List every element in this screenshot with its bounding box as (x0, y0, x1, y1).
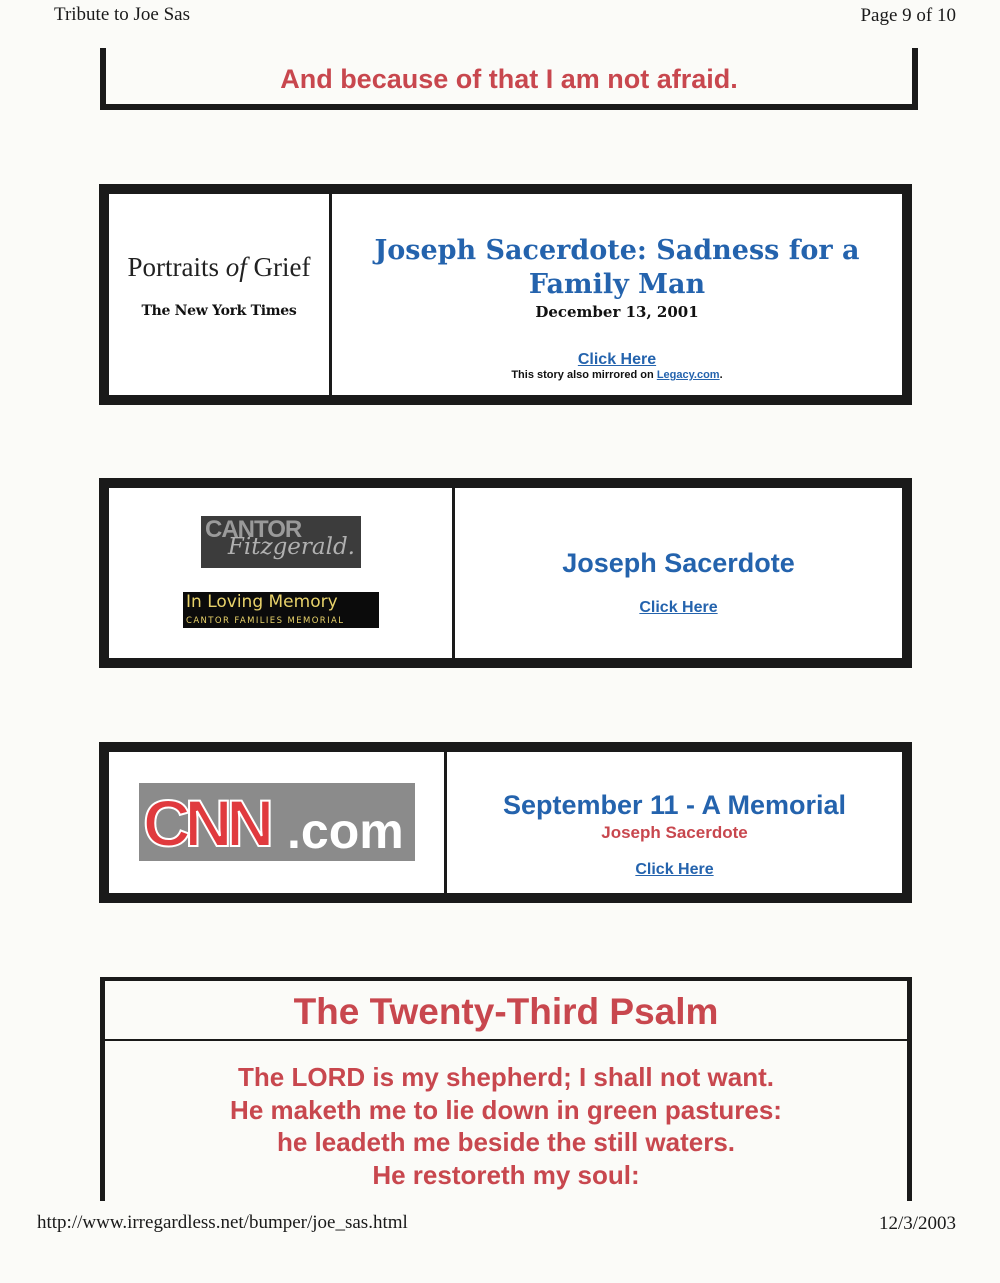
cantor-article-info (455, 548, 902, 617)
article-date: December 13, 2001 (535, 303, 699, 321)
logo-title-part: Grief (246, 252, 311, 282)
logo-title-part: Portraits (127, 252, 226, 282)
psalm-title: The Twenty-Third Psalm (293, 991, 719, 1032)
psalm-line: He restoreth my soul: (372, 1159, 640, 1190)
psalm-line: he leadeth me beside the still waters. (276, 1127, 736, 1157)
cantor-fitzgerald-logo (201, 516, 361, 568)
article-subtitle: Joseph Sacerdote (601, 823, 748, 842)
psalm-line: He maketh me to lie down in green pastures: (230, 1094, 782, 1125)
cnn-memorial-card (99, 742, 912, 903)
click-here-link[interactable]: Click Here (577, 351, 657, 368)
mirror-note (332, 369, 902, 381)
cnn-logo-com: .com (287, 803, 404, 859)
fitzgerald-logo-text: Fitzgerald. (227, 534, 355, 560)
psalm-verses (105, 1061, 907, 1191)
psalm-box (100, 977, 912, 1201)
quote-box (100, 48, 918, 110)
article-headline: Joseph Sacerdote (562, 548, 795, 578)
page-footer-url: http://www.irregardless.net/bumper/joe_sas.html (37, 1212, 408, 1233)
logo-title-of: of (225, 252, 247, 282)
psalm-divider (105, 1039, 907, 1041)
page-footer-date: 12/3/2003 (878, 1213, 956, 1234)
cantor-families-memorial-text: CANTOR FAMILIES MEMORIAL (186, 616, 345, 626)
page-header-title: Tribute to Joe Sas (54, 4, 191, 25)
mirror-note-suffix: . (719, 369, 723, 381)
portraits-of-grief-card (99, 184, 912, 405)
click-here-link[interactable]: Click Here (635, 861, 714, 878)
cantor-logo-text: CANTOR (205, 516, 302, 543)
in-loving-memory-logo (183, 592, 379, 628)
cnn-logo-letters: CNN (143, 786, 268, 860)
quote-text: And because of that I am not afraid. (280, 64, 738, 94)
legacy-link[interactable]: Legacy.com (656, 369, 720, 381)
page-number: Page 9 of 10 (860, 5, 956, 26)
article-headline: September 11 - A Memorial (502, 790, 847, 820)
cnn-article-info (447, 790, 902, 879)
portraits-of-grief-logo (109, 252, 329, 319)
cantor-fitzgerald-card (99, 478, 912, 668)
article-headline: Joseph Sacerdote: Sadness for a Family Man (374, 235, 860, 300)
portraits-article-info (332, 234, 902, 381)
click-here-link[interactable]: Click Here (639, 599, 718, 616)
in-loving-memory-text: In Loving Memory (186, 592, 338, 612)
psalm-line: The LORD is my shepherd; I shall not want. (238, 1062, 774, 1092)
cnn-logo (139, 783, 415, 861)
mirror-note-text: This story also mirrored on (511, 369, 657, 381)
nyt-logo: The New York Times (141, 303, 297, 319)
